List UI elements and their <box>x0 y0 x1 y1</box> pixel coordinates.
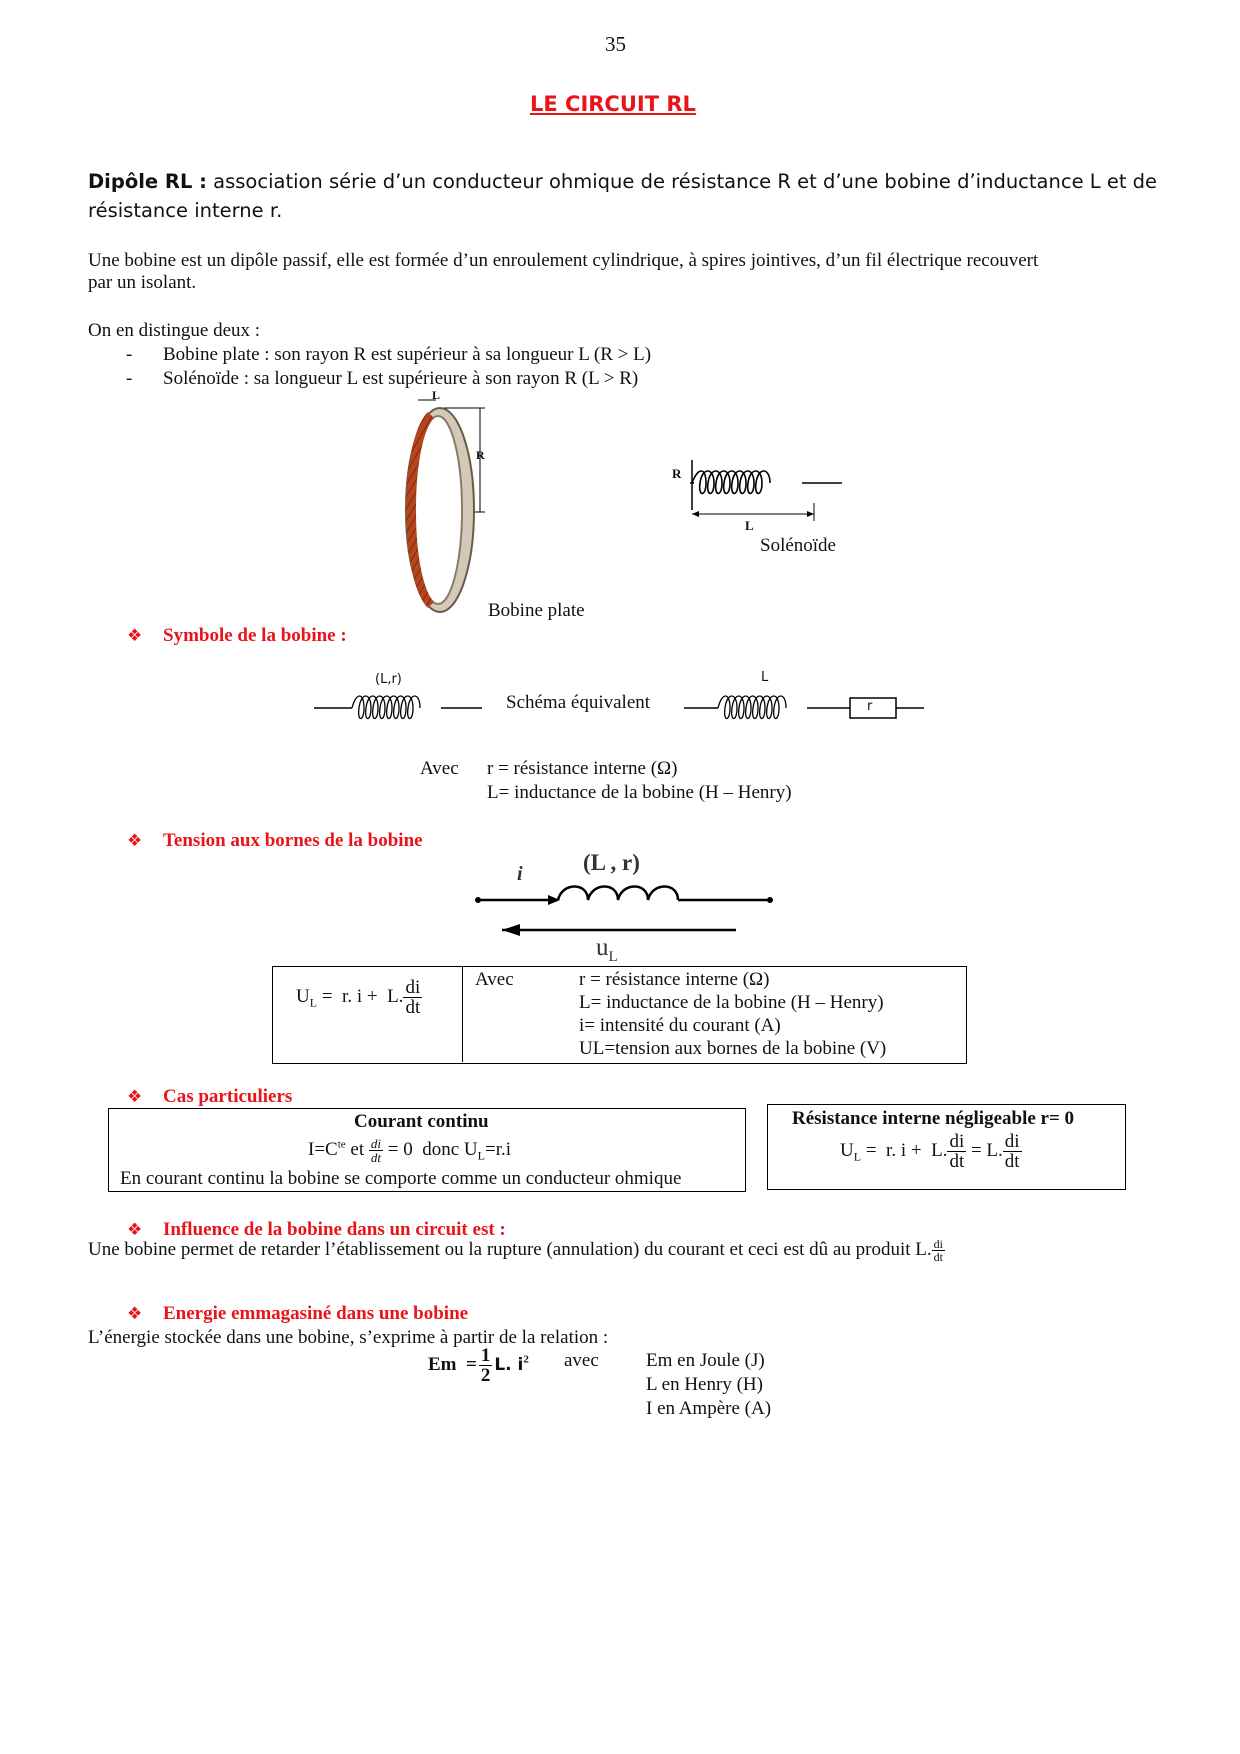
flat-coil-caption: Bobine plate <box>488 600 585 621</box>
inductor-symbol-left <box>312 688 487 728</box>
energie-unit-1: Em en Joule (J) <box>646 1350 765 1371</box>
flat-coil-illustration <box>390 392 530 622</box>
cas-left-equation <box>308 1137 511 1164</box>
formula-U-sub: L <box>309 995 318 1010</box>
energie-formula-right: L. i <box>494 1354 524 1375</box>
cas-left-eq: = 0 donc U <box>383 1138 478 1160</box>
dipole-text-1: association série d’un conducteur ohmique de résistance R et d’une bobine d’inductance L et de <box>206 170 1158 193</box>
bullet-icon: ❖ <box>127 1304 143 1323</box>
influence-text: Une bobine permet de retarder l’établissement ou la rupture (annulation) du courant et ceci est dû au produit L. <box>88 1238 932 1260</box>
cas-heading: Cas particuliers <box>163 1086 293 1107</box>
energie-formula-left: Em = <box>428 1353 477 1375</box>
cas-right-U-sub: L <box>853 1149 862 1164</box>
tension-def-3: i= intensité du courant (A) <box>579 1015 781 1036</box>
formula-U: U <box>296 985 310 1007</box>
energie-text: L’énergie stockée dans une bobine, s’exprime à partir de la relation : <box>88 1327 609 1348</box>
diagram-u-sub: L <box>608 949 618 965</box>
intro-line-1: Une bobine est un dipôle passif, elle est formée d’un enroulement cylindrique, à spires jointives, d’un fil électrique recouvert <box>88 250 1039 271</box>
energie-formula <box>428 1346 529 1385</box>
tension-formula-divider <box>462 966 463 1062</box>
tension-avec: Avec <box>475 969 514 990</box>
influence-den: dt <box>933 1250 943 1264</box>
tension-def-4: UL=tension aux bornes de la bobine (V) <box>579 1038 887 1059</box>
symbol-def-r: r = résistance interne (Ω) <box>487 758 678 779</box>
energie-unit-2: L en Henry (H) <box>646 1374 763 1395</box>
types-item-2: Solénoïde : sa longueur L est supérieure à son rayon R (L > R) <box>163 368 639 389</box>
cas-right-den-2: dt <box>1004 1151 1020 1172</box>
page-number: 35 <box>605 32 626 56</box>
formula-num: di <box>405 977 421 998</box>
formula-den: dt <box>405 997 421 1018</box>
cas-left-te: te <box>337 1138 346 1151</box>
symbol-heading: Symbole de la bobine : <box>163 625 347 646</box>
cas-left-et: et <box>345 1138 369 1160</box>
solenoid-label-R: R <box>672 466 682 481</box>
types-heading: On en distingue deux : <box>88 320 261 341</box>
bullet-icon: ❖ <box>127 626 143 645</box>
cas-right-den: dt <box>949 1151 965 1172</box>
cas-left-eq-sub: L <box>477 1148 485 1163</box>
bullet-icon: ❖ <box>127 1220 143 1239</box>
tension-def-1: r = résistance interne (Ω) <box>579 969 770 990</box>
cas-right-num: di <box>949 1131 965 1152</box>
influence-text-line <box>88 1238 945 1263</box>
energie-den: 2 <box>480 1365 491 1386</box>
influence-fraction <box>932 1238 945 1263</box>
dipole-line-1 <box>88 170 1157 193</box>
energie-heading: Energie emmagasiné dans une bobine <box>163 1303 469 1324</box>
dipole-label: Dipôle RL : <box>88 170 207 193</box>
cas-left-note: En courant continu la bobine se comporte comme un conducteur ohmique <box>120 1168 682 1189</box>
flat-coil-label-R: R <box>476 448 485 462</box>
diagram-u: u <box>596 934 609 961</box>
types-dash-1: - <box>126 344 133 365</box>
solenoid-caption: Solénoïde <box>760 535 836 556</box>
influence-heading: Influence de la bobine dans un circuit est : <box>163 1219 506 1240</box>
symbol-left-label: (L,r) <box>375 672 402 687</box>
formula-fraction <box>403 978 422 1017</box>
cas-left-num: di <box>370 1136 382 1151</box>
cas-right-eq: = L. <box>966 1139 1003 1161</box>
energie-fraction <box>479 1346 493 1385</box>
bullet-icon: ❖ <box>127 831 143 850</box>
types-dash-2: - <box>126 368 133 389</box>
cas-right-title: Résistance interne négligeable r= 0 <box>792 1108 1075 1129</box>
diagram-current-i: i <box>517 863 523 885</box>
page-title: LE CIRCUIT RL <box>530 92 696 116</box>
cas-left-den: dt <box>370 1150 382 1165</box>
schema-equivalent-text: Schéma équivalent <box>506 692 651 713</box>
energie-num: 1 <box>480 1345 491 1366</box>
formula-mid: = r. i + L. <box>317 985 404 1007</box>
tension-heading: Tension aux bornes de la bobine <box>163 830 423 851</box>
energie-unit-3: I en Ampère (A) <box>646 1398 772 1419</box>
resistor-label: r <box>867 699 873 714</box>
flat-coil-label-L: L <box>432 388 441 402</box>
types-item-1: Bobine plate : son rayon R est supérieur à sa longueur L (R > L) <box>163 344 652 365</box>
symbol-avec: Avec <box>420 758 459 779</box>
intro-line-2: par un isolant. <box>88 272 197 293</box>
symbol-def-L: L= inductance de la bobine (H – Henry) <box>487 782 792 803</box>
influence-num: di <box>933 1237 943 1251</box>
cas-right-equation <box>840 1132 1022 1171</box>
bullet-icon: ❖ <box>127 1087 143 1106</box>
cas-right-fraction-2 <box>1003 1132 1022 1171</box>
energie-avec: avec <box>564 1350 599 1371</box>
cas-left-title: Courant continu <box>354 1111 489 1132</box>
energie-formula-exp: 2 <box>523 1353 529 1366</box>
cas-right-U: U <box>840 1139 854 1161</box>
symbol-right-label: L <box>761 670 769 685</box>
cas-right-fraction <box>947 1132 966 1171</box>
solenoid-label-L: L <box>745 518 754 533</box>
tension-formula <box>296 978 422 1017</box>
diagram-Lr-label: (L , r) <box>583 850 640 875</box>
diagram-voltage-label <box>596 934 618 966</box>
cas-left-eq-end: =r.i <box>484 1138 512 1160</box>
cas-right-num-2: di <box>1004 1131 1020 1152</box>
tension-def-2: L= inductance de la bobine (H – Henry) <box>579 992 884 1013</box>
dipole-line-2: résistance interne r. <box>88 199 283 222</box>
solenoid-illustration <box>660 455 850 525</box>
cas-left-I: I=C <box>308 1138 338 1160</box>
inductor-symbol-right <box>682 688 927 728</box>
cas-right-mid: = r. i + L. <box>861 1139 948 1161</box>
cas-left-fraction <box>369 1137 383 1164</box>
